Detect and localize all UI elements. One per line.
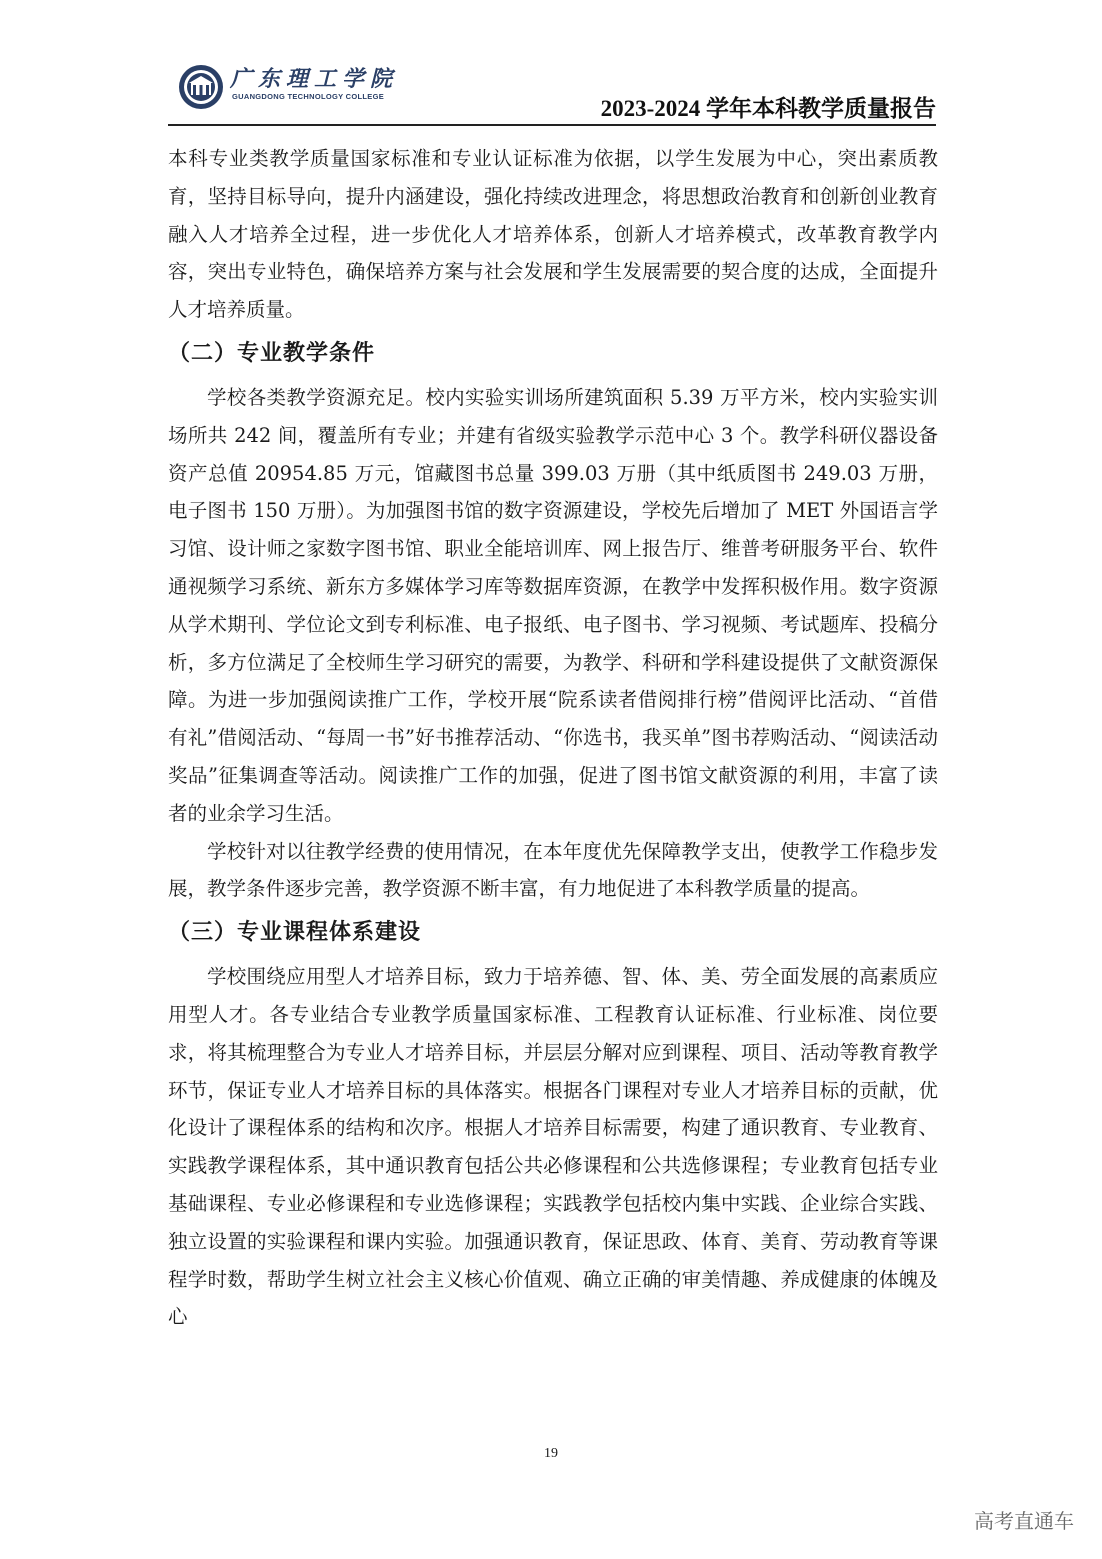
page-content xyxy=(168,140,938,1336)
paragraph-4: 学校围绕应用型人才培养目标，致力于培养德、智、体、美、劳全面发展的高素质应用型人才。各专业结合专业教学质量国家标准、工程教育认证标准、行业标准、岗位要求，将其梳理整合为专业人才培养目标，并层层分解对应到课程、项目、活动等教育教学环节，保证专业人才培养目标的具体落实。根据各门课程对专业人才培养目标的贡献，优化设计了课程体系的结构和次序。根据人才培养目标需要，构建了通识教育、专业教育、实践教学课程体系，其中通识教育包括公共必修课程和公共选修课程；专业教育包括专业基础课程、专业必修课程和专业选修课程；实践教学包括校内集中实践、企业综合实践、独立设置的实验课程和课内实验。加强通识教育，保证思政、体育、美育、劳动教育等课程学时数，帮助学生树立社会主义核心价值观、确立正确的审美情趣、养成健康的体魄及心 xyxy=(168,965,938,1329)
report-title: 2023-2024 学年本科教学质量报告 xyxy=(600,96,936,121)
college-emblem-icon xyxy=(178,64,224,110)
paragraph-1: 本科专业类教学质量国家标准和专业认证标准为依据，以学生发展为中心，突出素质教育，坚持目标导向，提升内涵建设，强化持续改进理念，将思想政治教育和创新创业教育融入人才培养全过程，进一步优化人才培养体系，创新人才培养模式，改革教育教学内容，突出专业特色，确保培养方案与社会发展和学生发展需要的契合度的达成，全面提升人才培养质量。 xyxy=(168,147,938,322)
page-number: 19 xyxy=(544,1446,558,1461)
paragraph-3: 学校针对以往教学经费的使用情况，在本年度优先保障教学支出，使教学工作稳步发展，教学条件逐步完善，教学资源不断丰富，有力地促进了本科教学质量的提高。 xyxy=(168,839,938,901)
section-heading-2: （二）专业教学条件 xyxy=(168,340,376,366)
college-name-en: GUANGDONG TECHNOLOGY COLLEGE xyxy=(232,92,385,101)
section-heading-3: （三）专业课程体系建设 xyxy=(168,920,422,946)
college-name-cn: 广东理工学院 xyxy=(230,67,399,92)
page-header xyxy=(168,60,936,126)
paragraph-2: 学校各类教学资源充足。校内实验实训场所建筑面积 5.39 万平方米，校内实验实训场所共 242 间，覆盖所有专业；并建有省级实验教学示范中心 3 个。教学科研仪器设备资产总值 20954.85 万元，馆藏图书总量 399.03 万册（其中纸质图书 249.03 万册，电子图书 150 万册）。为加强图书馆的数字资源建设，学校先后增加了 MET 外国语言学习馆、设计师之家数字图书馆、职业全能培训库、网上报告厅、维普考研服务平台、软件通视频学习系统、新东方多媒体学习库等数据库资源，在教学中发挥积极作用。数字资源从学术期刊、学位论文到专利标准、电子报纸、电子图书、学习视频、考试题库、投稿分析，多方位满足了全校师生学习研究的需要，为教学、科研和学科建设提供了文献资源保障。为进一步加强阅读推广工作，学校开展“院系读者借阅排行榜”借阅评比活动、“首借有礼”借阅活动、“每周一书”好书推荐活动、“你选书，我买单”图书荐购活动、“阅读活动奖品”征集调查等活动。阅读推广工作的加强，促进了图书馆文献资源的利用，丰富了读者的业余学习生活。 xyxy=(168,385,938,825)
watermark: 高考直通车 xyxy=(974,1509,1074,1533)
